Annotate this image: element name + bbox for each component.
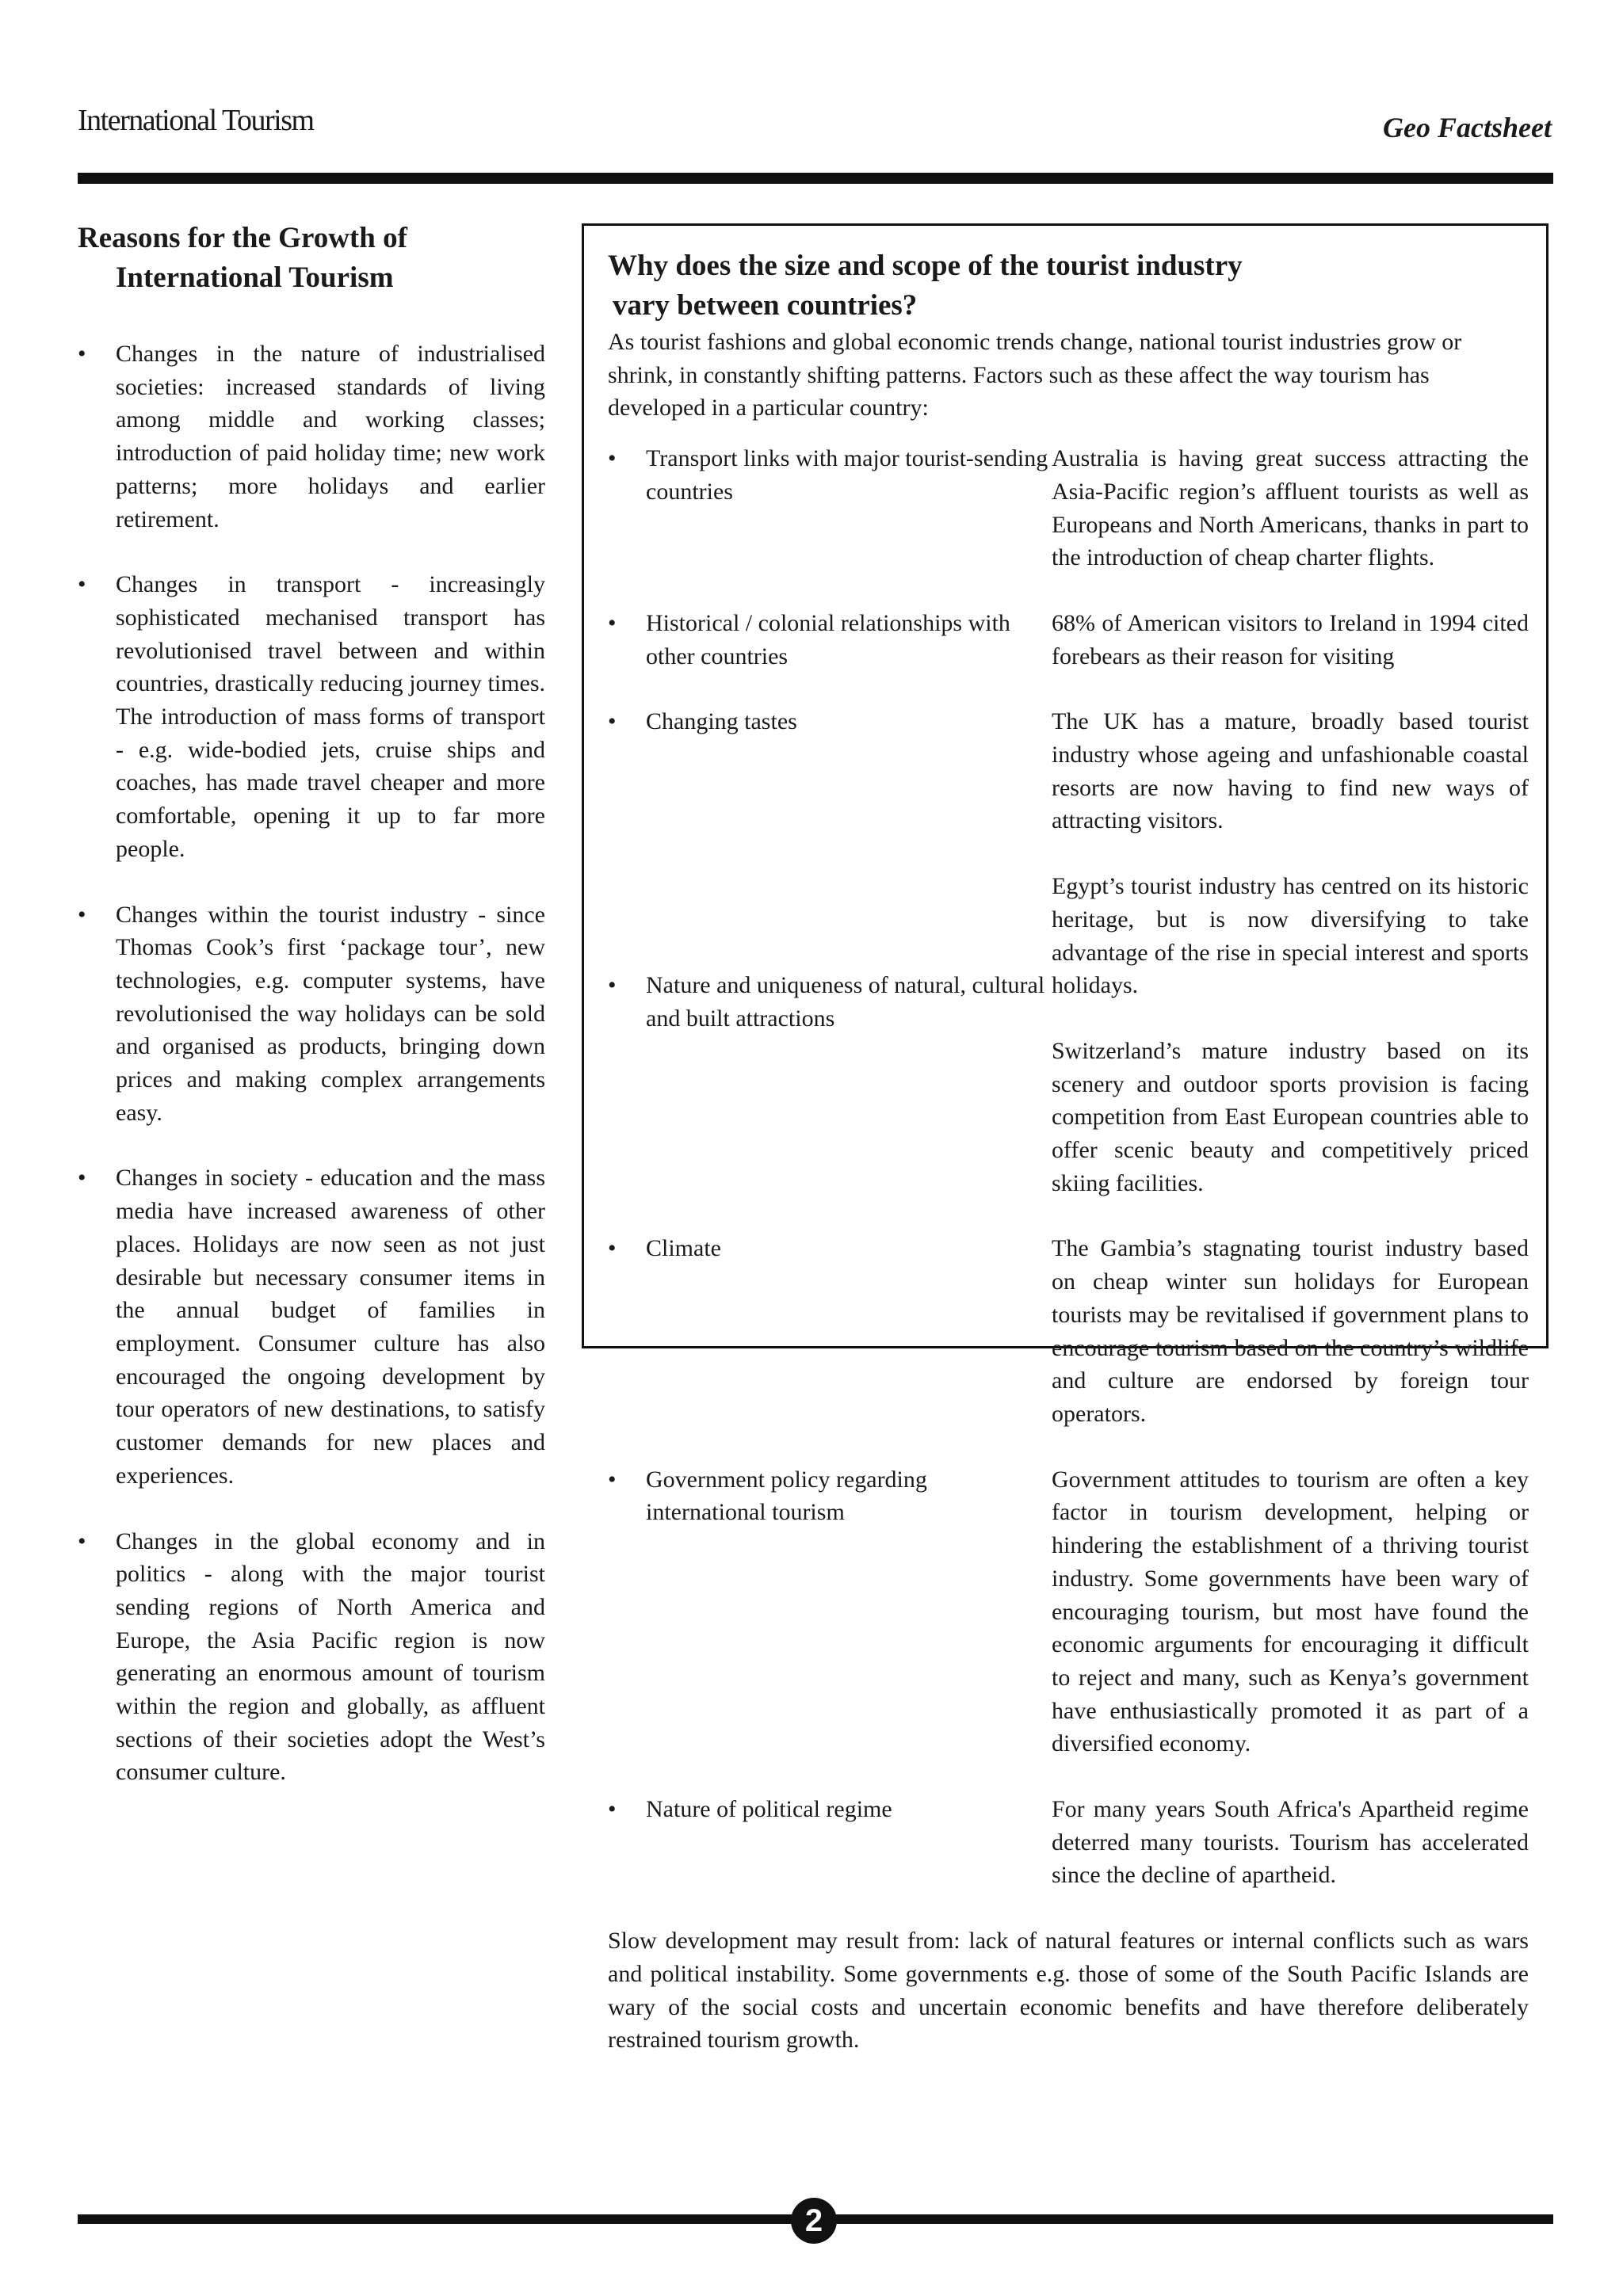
factor-label: • Transport links with major tourist-sending countries <box>608 442 1052 574</box>
left-heading-line2: International Tourism <box>116 261 394 294</box>
factor-example <box>1052 870 1529 1199</box>
document-section-title: International Tourism <box>78 104 314 137</box>
bullet-icon: • <box>78 341 86 367</box>
factor-example: For many years South Africa's Apartheid regime deterred many tourists. Tourism has accelerated since the decline of apartheid. <box>1052 1796 1529 1889</box>
list-item: • Changes in the global economy and in politics - along with the major tourist sending regions of North America and Europe, the Asia Pacific region is now generating an enormous amount of tourism within the region and globally, as affluent sections of their societies adopt the West’s consumer culture. <box>78 1525 545 1790</box>
factor-row-nature <box>608 870 1529 1199</box>
bullet-icon: • <box>78 571 86 598</box>
top-rule <box>78 173 1553 184</box>
factor-label: • Nature and uniqueness of natural, cultural and built attractions <box>608 870 1052 1199</box>
box-closing-paragraph: Slow development may result from: lack of natural features or internal conflicts such as wars and political instability. Some governments e.g. those of some of the South Pacific Islands are wary of the social costs and uncertain economic benefits and have therefore deliberately restrained tourism growth. <box>608 1928 1529 2054</box>
factor-example: 68% of American visitors to Ireland in 1994 cited forebears as their reason for visiting <box>1052 609 1529 669</box>
factor-row-tastes <box>608 705 1529 837</box>
list-item: • Changes in society - education and the mass media have increased awareness of other places. Holidays are now seen as not just desirable but necessary consumer items in the annual budget of families in employment. Consumer culture has also encouraged the ongoing development by tour operators of new destinations, to satisfy customer demands for new places and experiences. <box>78 1161 545 1492</box>
list-item: • Changes in the nature of industrialised societies: increased standards of living among middle and working classes; introduction of paid holiday time; new work patterns; more holidays and earlier retirement. <box>78 338 545 536</box>
left-heading <box>78 219 545 298</box>
left-heading-line1: Reasons for the Growth of <box>78 222 407 254</box>
factor-example: The Gambia’s stagnating tourist industry based on cheap winter sun holidays for European tourists may be revitalised if government plans to encourage tourism based on the country’s wildlife and culture are endorsed by foreign tour operators. <box>1052 1235 1529 1427</box>
factors-box-content <box>608 246 1529 2057</box>
factor-label: • Changing tastes <box>608 705 1052 837</box>
bullet-icon: • <box>608 708 617 735</box>
box-heading <box>608 246 1529 326</box>
list-item: • Changes within the tourist industry - since Thomas Cook’s first ‘package tour’, new technologies, e.g. computer systems, have revolutionised the way holidays can be sold and organised as products, bringing down prices and making complex arrangements easy. <box>78 898 545 1130</box>
bullet-icon: • <box>78 1527 86 1554</box>
factor-row-transport <box>608 442 1529 574</box>
factor-row-historical <box>608 607 1529 673</box>
bullet-icon: • <box>608 609 617 636</box>
factor-label: • Climate <box>608 1232 1052 1430</box>
factor-label: • Nature of political regime <box>608 1793 1052 1892</box>
growth-reasons-list <box>78 338 545 1789</box>
example-egypt: Egypt’s tourist industry has centred on its historic heritage, but is now diversifying to take advantage of the rise in special interest and sports holidays. <box>1052 873 1529 999</box>
factor-example: Government attitudes to tourism are often a key factor in tourism development, helping or hindering the establishment of a thriving tourist industry. Some governments have been wary of encouraging tourism, but most have found the economic arguments for encouraging it difficult to reject and many, such as Kenya’s government have enthusiastically promoted it as part of a diversified economy. <box>1052 1466 1529 1757</box>
factor-row-climate <box>608 1232 1529 1430</box>
factor-example: The UK has a mature, broadly based tourist industry whose ageing and unfashionable coastal resorts are now having to find new ways of attracting visitors. <box>1052 708 1529 834</box>
bullet-icon: • <box>78 901 86 928</box>
list-item: • Changes in transport - increasingly sophisticated mechanised transport has revolutionised travel between and within countries, drastically reducing journey times. The introduction of mass forms of transport - e.g. wide-bodied jets, cruise ships and coaches, has made travel cheaper and more comfortable, opening it up to far more people. <box>78 568 545 865</box>
bullet-icon: • <box>608 1466 617 1493</box>
left-column <box>78 219 545 1821</box>
bullet-icon: • <box>608 445 617 472</box>
bullet-icon: • <box>78 1165 86 1192</box>
factor-label: • Government policy regarding international tourism <box>608 1463 1052 1760</box>
publication-name: Geo Factsheet <box>1383 112 1552 143</box>
bullet-icon: • <box>608 1235 617 1262</box>
factor-label: • Historical / colonial relationships with other countries <box>608 607 1052 673</box>
factors-box <box>582 223 1549 2054</box>
page-number-badge: 2 <box>791 2198 837 2244</box>
example-switzerland: Switzerland’s mature industry based on its scenery and outdoor sports provision is facing competition from East European countries able to offer scenic beauty and competitively priced skiing facilities. <box>1052 1037 1529 1196</box>
factor-row-government <box>608 1463 1529 1760</box>
factor-example: Australia is having great success attracting the Asia-Pacific region’s affluent tourists as well as Europeans and North Americans, thanks in part to the introduction of cheap charter flights. <box>1052 445 1529 571</box>
bullet-icon: • <box>608 1796 617 1823</box>
factor-row-political <box>608 1793 1529 1892</box>
box-heading-line2: vary between countries? <box>613 289 918 322</box>
bullet-icon: • <box>608 972 617 999</box>
box-intro: As tourist fashions and global economic trends change, national tourist industries grow or shrink, in constantly shifting patterns. Factors such as these affect the way tourism has developed in a particular country: <box>608 329 1462 421</box>
box-heading-line1: Why does the size and scope of the tourist industry <box>608 250 1243 282</box>
